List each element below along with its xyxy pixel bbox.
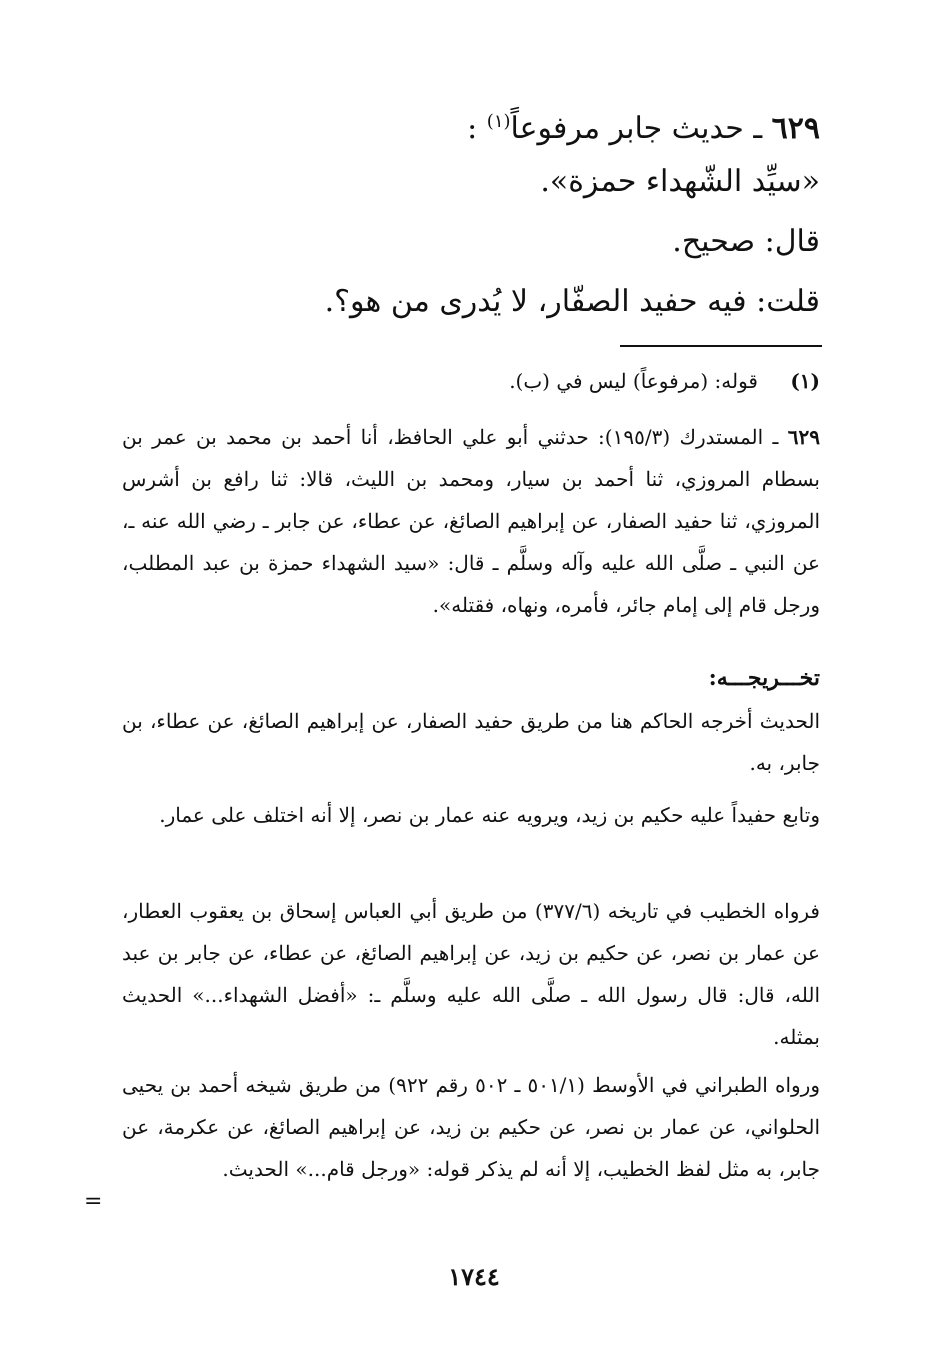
commentary-paragraph: الحديث أخرجه الحاكم هنا من طريق حفيد الصفار، عن إبراهيم الصائغ، عن عطاء، بن جابر، به.	[122, 709, 820, 775]
footnote-ref[interactable]: (١)	[486, 111, 511, 132]
critique-line: قلت: فيه حفيد الصفّار، لا يُدرى من هو؟.	[324, 284, 820, 319]
commentary-intro-text: ـ المستدرك (١٩٥/٣): حدثني أبو علي الحافظ، أنا أحمد بن محمد بن عمر بن بسطام المروزي، ثنا أحمد بن سيار، ومحمد بن الليث، قالا: ثنا رافع بن أشرس المروزي، ثنا حفيد الصفار، عن إبراهيم الصائغ، عن عطاء، عن جابر ـ رضي الله عنه ـ، عن النبي ـ صلَّى الله عليه وآله وسلَّم ـ قال: «سيد الشهداء حمزة بن عبد المطلب، ورجل قام إلى إمام جائر، فأمره، ونهاه، فقتله».	[122, 425, 820, 617]
footnote-number: (١)	[790, 369, 820, 393]
entry-heading	[120, 102, 820, 149]
footnote	[120, 366, 820, 396]
commentary-paragraph: ورواه الطبراني في الأوسط (٥٠١/١ ـ ٥٠٢ رقم ٩٢٢) من طريق شيخه أحمد بن يحيى الحلواني، عن عمار بن نصر، عن حكيم بن زيد، عن إبراهيم الصائغ، عن عكرمة، عن جابر، به مثل لفظ الخطيب، إلا أنه لم يذكر قوله: «ورجل قام...» الحديث.	[122, 1073, 820, 1181]
footnote-separator	[620, 345, 822, 347]
entry-heading-colon: :	[467, 111, 478, 146]
footnote-text: قوله: (مرفوعاً) ليس في (ب).	[509, 369, 758, 393]
hadith-text: «سيِّد الشّهداء حمزة».	[540, 164, 820, 199]
commentary-number: ٦٢٩	[787, 425, 821, 449]
takhrij-heading: تخـــريجـــه:	[708, 665, 820, 691]
continuation-mark: =	[84, 1189, 103, 1214]
commentary-paragraph: وتابع حفيداً عليه حكيم بن زيد، ويرويه عنه عمار بن نصر، إلا أنه اختلف على عمار.	[159, 803, 820, 827]
entry-heading-text: ـ حديث جابر مرفوعاً	[510, 111, 763, 146]
commentary-intro	[122, 416, 820, 626]
grading-line: قال: صحيح.	[672, 224, 820, 259]
commentary-paragraph: فرواه الخطيب في تاريخه (٣٧٧/٦) من طريق أبي العباس إسحاق بن يعقوب العطار، عن عمار بن نصر، عن حكيم بن زيد، عن إبراهيم الصائغ، عن عطاء، عن جابر بن عبد الله، قال: قال رسول الله ـ صلَّى الله عليه وسلَّم ـ: «أفضل الشهداء...» الحديث بمثله.	[122, 899, 820, 1049]
entry-number: ٦٢٩	[771, 111, 820, 146]
page-number: ١٧٤٤	[448, 1262, 500, 1291]
